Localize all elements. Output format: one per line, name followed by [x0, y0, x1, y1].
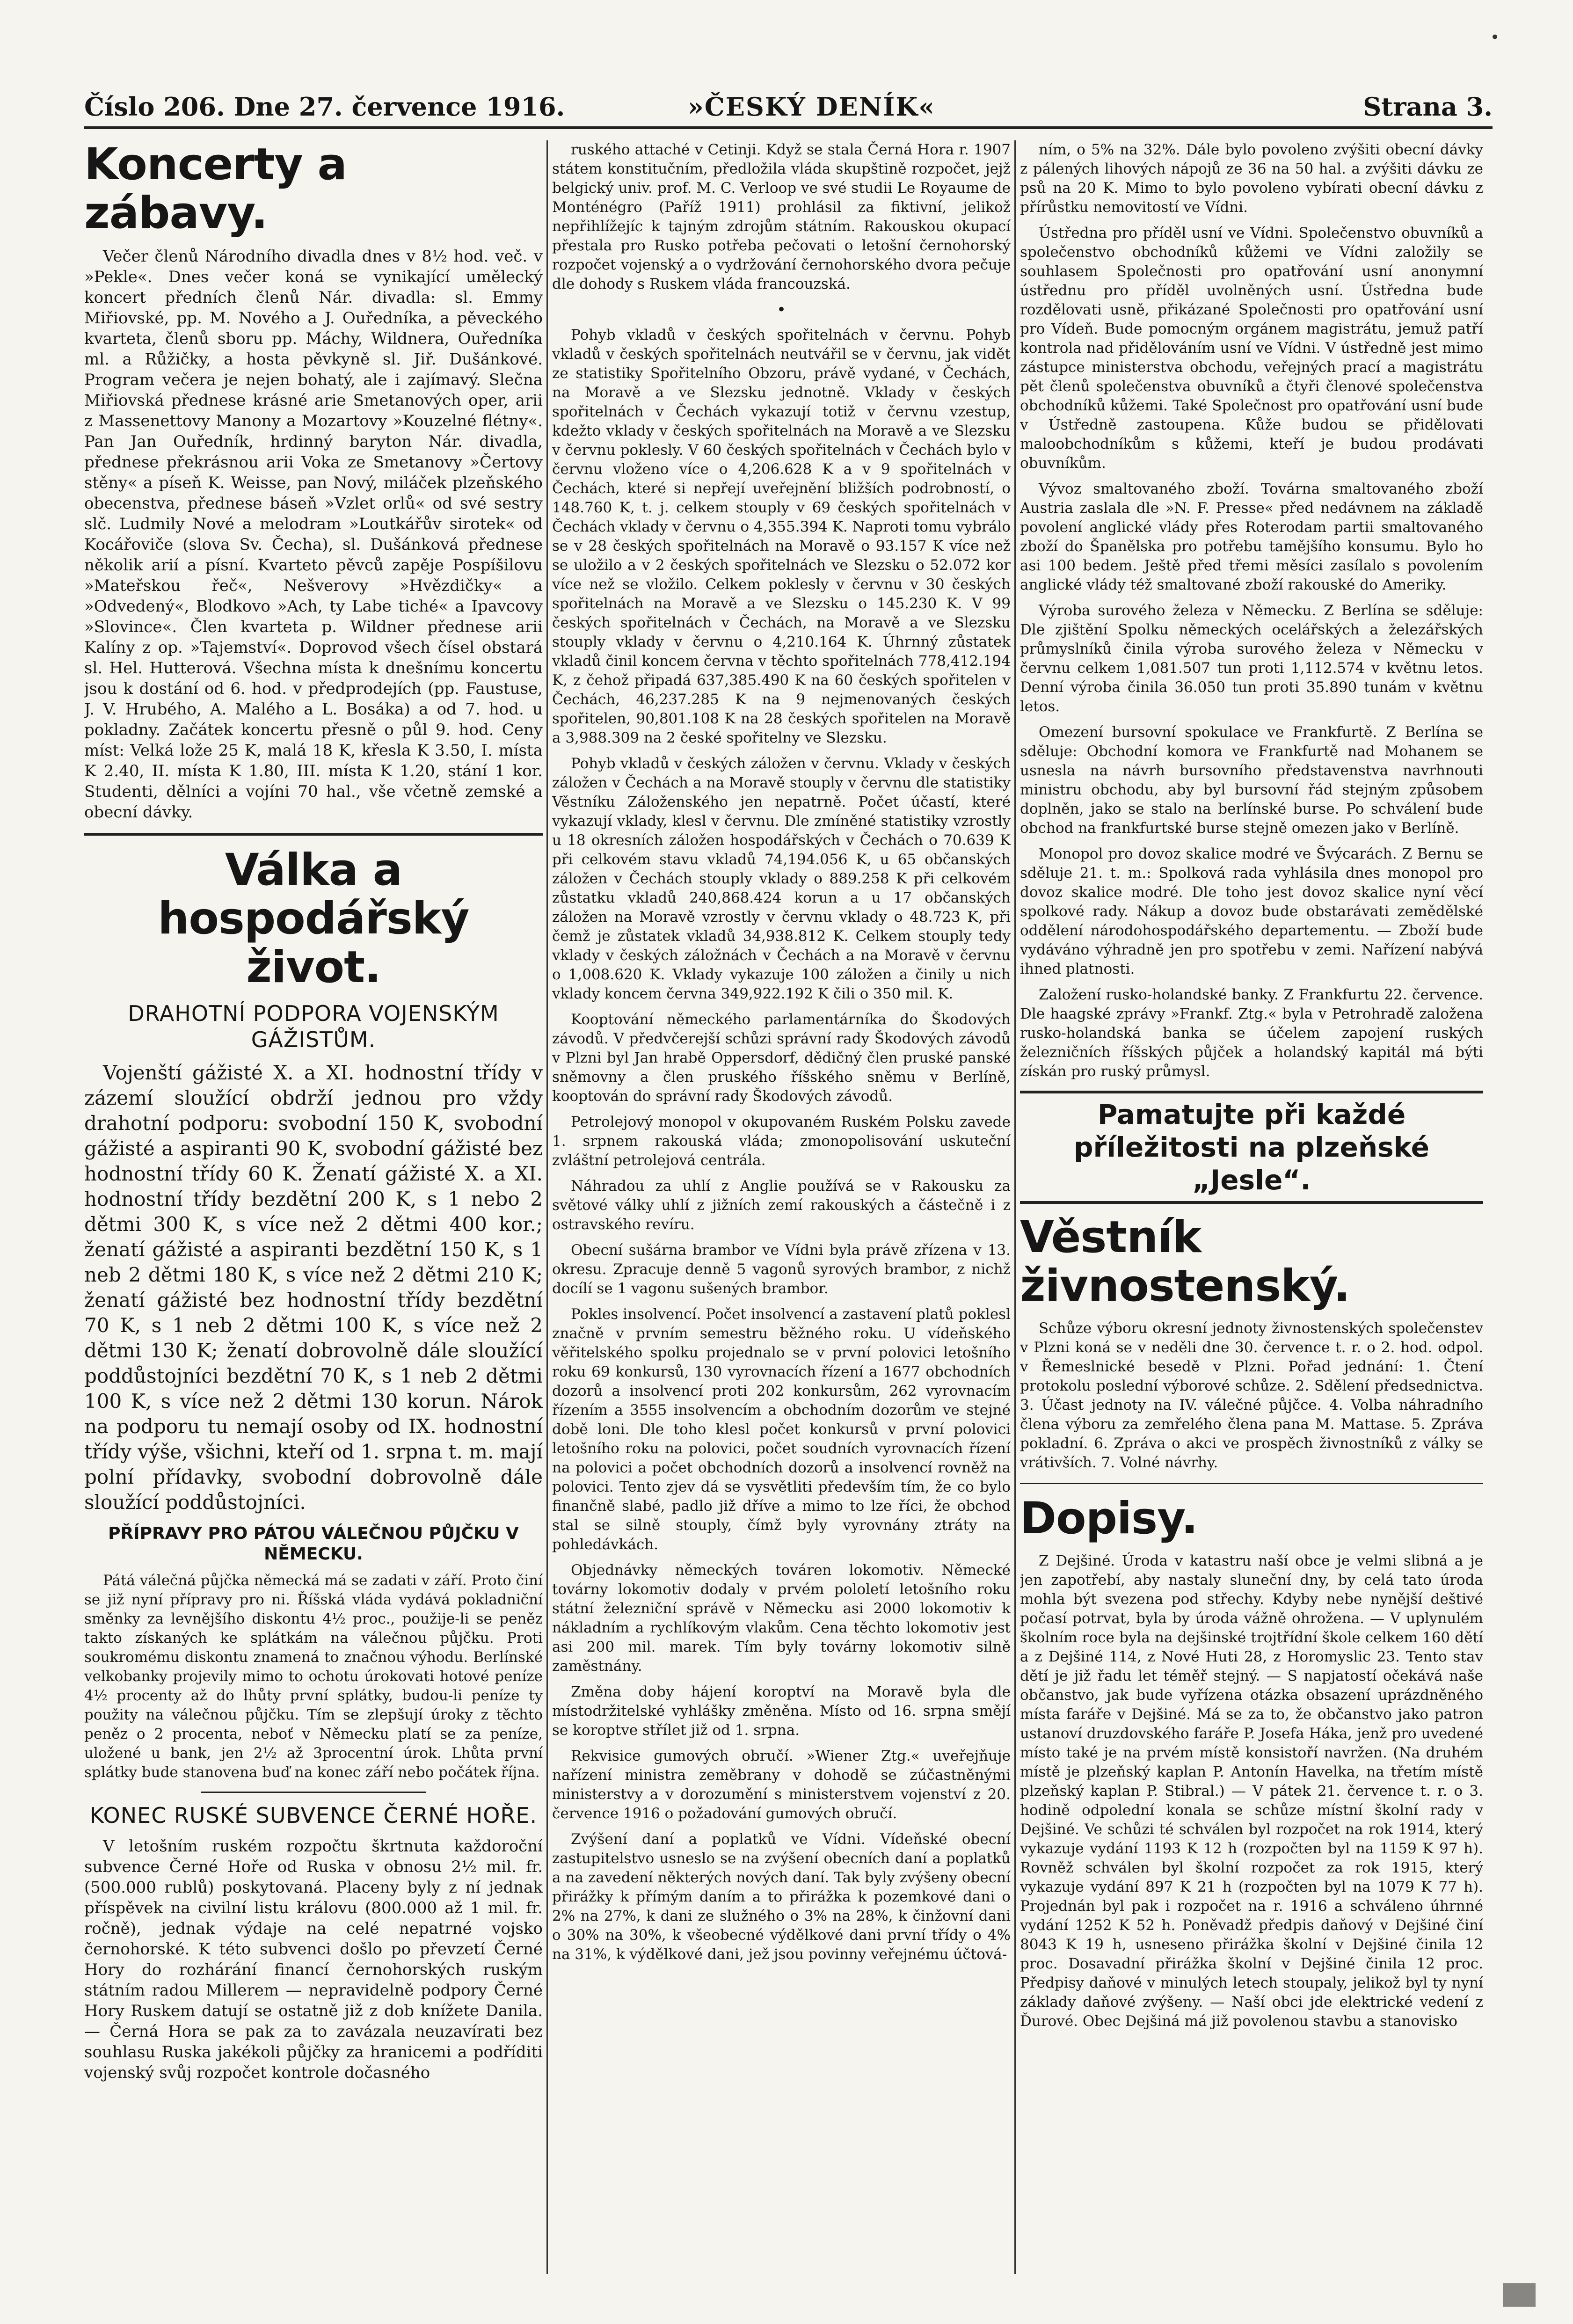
- article-rule: [201, 1792, 426, 1793]
- smalt-article: Vývoz smaltovaného zboží. Továrna smaltovaného zboží Austria zaslala dle »N. F. Presse« před nedávnem na základě povolení anglické vlády přes Roterodam partii smaltovaného zboží do Španělska pro potřebu tamějšího konsumu. Bylo ho asi 100 bedem. Ještě před třemi měsíci zasílalo s povolením anglické vlády též smaltované zboží rakouské do Ameriky.: [1020, 481, 1483, 593]
- valka-heading: Válka a hospodářský život.: [158, 845, 469, 993]
- petrolej-article: Petrolejový monopol v okupovaném Ruském Polsku zavede 1. srpnem rakouská vláda; zmonopolisování uskuteční zvláštní petrolejová centrála.: [552, 1114, 1011, 1169]
- zelezo-article: Výroba surového železa v Německu. Z Berlína se sděluje: Dle zjištění Spolku německých ocelářských a železářských průmyslníků činila výroba surového železa v Německu v červnu celkem 1,081.507 tun proti 1,112.574 v květnu letos. Denní výroba činila 36.050 tun proti 35.890 tunám v květnu letos.: [1020, 602, 1483, 715]
- koncerty-heading: Koncerty a zábavy.: [84, 140, 347, 239]
- dane-article: Zvýšení daní a poplatků ve Vídni. Vídeňské obecní zastupitelstvo usneslo se na zvýšení obecních daní a poplatků a na zavedení některých nových daní. Tak byly zvýšeny obecní přirážky k přímým daním a to přirážka k pozemkové dani o 2% na 27%, k dani ze služného o 3% na 28%, k činžovní dani o 30% na 30%, k všeobecné výdělkové dani první třídy o 4% na 31%, k výdělkové dani, jež jsou povinny veřejnému účtová-: [552, 1831, 1011, 1963]
- koncerty-article: Večer členů Národního divadla dnes v 8½ hod. več. v »Peklе«. Dnes večer koná se vynikající umělecký koncert předních členů Nár. divadla: sl. Emmy Miřiovské, pp. M. Nového a J. Ouředníka, a pěveckého kvarteta, členů sboru pp. Máchy, Wildnera, Ouředníka ml. a Růžičky, a hosta pěvkyně sl. Jiř. Dušánkové. Program večera je nejen bohatý, ale i zajímavý. Slečna Miřiovská přednese krásné arie Smetanových oper, arii z Massenettovy Manony a Mozartovy »Kouzelné flétny«. Pan Jan Ouředník, hrdinný baryton Nár. divadla, přednese překrásnou arii Voka ze Smetanovy »Čertovy stěny« a píseň K. Weisse, pan Nový, miláček plzeňského obecenstva, přednese báseň »Vzlet orlů« od své sestry slč. Ludmily Nové a melodram »Loutkářův sirotek« od Kocářoviče (slova Sv. Čecha), sl. Dušánková přednese několik arií a písní. Kvarteto pěvců zapěje Pospíšilovu »Mateřskou řeč«, Nešverovy »Hvězdičky« a »Odvedený«, Blodkovo »Ach, ty Labe tiché« a Ipavcovy »Slovince«. Člen kvarteta p. Wildner přednese arii Kalíny z op. »Tajemství«. Doprovod všech čísel obstará sl. Hel. Hutterová. Všechna místa k dnešnímu koncertu jsou k dostání od 6. hod. v předprodejích (pp. Faustuse, J. V. Hrubého, A. Malého a L. Bosáka) a od 7. hod. u pokladny. Začátek koncertu přesně o půl 9. hod. Ceny míst: Velká lože 25 K, malá 18 K, křesla K 3.50, I. místa K 2.40, II. místa K 1.80, III. místa K 1.20, stání 1 kor. Studenti, dělníci a vojíni 70 hal., vše včetně zemské a obecní dávky.: [84, 247, 543, 822]
- column-2: [552, 140, 1011, 1971]
- section-rule: [84, 833, 543, 836]
- uhli-article: Náhradou za uhlí z Anglie používá se v Rakousku za světové války uhlí z jižních zemí rakouských a částečně i z ostravského revíru.: [552, 1178, 1011, 1233]
- pujcka-article: Pátá válečná půjčka německá má se zadati v září. Proto činí se již nyní přípravy pro ni. Říšská vláda vydává pokladniční směnky za levnějšího diskontu 4½ proc., použije-li se peněz takto získaných ke splátkám na válečnou půjčku. Proti soukromému diskontu znamená to značnou výhodu. Berlínské velkobanky projevily mimo to ochotu úrokovati hotové peníze 4½ procenty až do lhůty první splátky, budou-li peníze ty použity na válečnou půjčku. Tím se zlepšují úroky z těchto peněz o 2 procenta, neboť v Německu platí se za peníze, uložené u bank, jen 2½ až 3procentní úrok. Lhůta první splátky bude stanovena buď na konec září nebo počátek října.: [84, 1572, 543, 1781]
- issue-date: Číslo 206. Dne 27. července 1916.: [84, 92, 565, 122]
- pohyb-zalozny-article: Pohyb vkladů v českých záložen v červnu. Vklady v českých záložen v Čechách a na Moravě stouply v červnu dle statistiky Věstníku Záloženského jen nepatrně. Počet účastí, které vykazují vklady, klesl v červnu. Dle zmíněné statistiky vzrostly u 18 okresních záložen hospodářských v Čechách o 70.639 K při celkovém stavu vkladů 74,194.056 K, u 65 občanských záložen v Čechách stouply vklady o 889.258 K při celkovém zůstatku vkladů 240,868.424 korun a u 17 občanských záložen na Moravě vzrostly v červnu vklady o 48.723 K, při čemž je zůstatek vkladů 34,938.812 K. Celkem stouply tedy vklady v českých záložnách v Čechách a na Moravě v červnu o 1,008.620 K. Vklady vykazuje 100 záložen a činily u nich vklady koncem června 349,922.192 K čili o 350 mil. K.: [552, 755, 1011, 1002]
- page-header: [84, 84, 1493, 129]
- page-number: Strana 3.: [1363, 92, 1493, 122]
- pohyb-sporitelny-article: Pohyb vkladů v českých spořitelnách v červnu. Pohyb vkladů v českých spořitelnách neutvářil se v červnu, jak vidět ze statistiky Spořitelního Obzoru, právě vydané, v Čechách, na Moravě a ve Slezsku jednotně. Vklady v českých spořitelnách v Čechách vykazují totiž v červnu vzestup, kdežto vklady v českých spořitelnách na Moravě a ve Slezsku v červnu poklesly. V 60 českých spořitelnách v Čechách bylo v červnu vloženo více o 4,206.628 K a v 9 spořitelnách v Čechách, které si nepřejí uveřejnění bližších podrobností, o 148.760 K, t. j. celkem stouply v 69 českých spořitelnách v Čechách vklady v červnu o 4,355.394 K. Naproti tomu vybrálo se v 28 českých spořitelnách na Moravě o 93.157 K více než se uložilo a v 2 českých spořitelnách ve Slezsku o 52.072 kor více než se vložilo. Celkem poklesly v červnu v 30 českých spořitelnách na Moravě a ve Slezsku o 145.230 K. V 99 českých spořitelnách v Čechách, na Moravě a ve Slezsku stouply vklady v červnu o 4,210.164 K. Úhrnný zůstatek vkladů činil koncem června v těchto spořitelnách 778,412.194 K, z čehož připadá 637,385.490 K na 60 českých spořitelen v Čechách, 46,237.285 K na 9 nejmenovaných českých spořitelen, 90,801.108 K na 28 českých spořitelen na Moravě a 3,988.309 na 2 české spořitelny ve Slezsku.: [552, 327, 1011, 746]
- drahotni-article: Vojenští gážisté X. a XI. hodnostní třídy v zázemí sloužící obdrží jednou pro vždy drahotní podporu: svobodní 150 K, svobodní gážisté a aspiranti 90 K, svobodní gážisté bez hodnostní třídy 60 K. Ženatí gážisté X. a XI. hodnostní třídy bezdětní 200 K, s 1 nebo 2 dětmi 300 K, s více než 2 dětmi 400 kor.; ženatí gážisté a aspiranti bezdětní 150 K, s 1 neb 2 dětmi 180 K, s více než 2 dětmi 210 K; ženatí gážisté bez hodnostní třídy bezdětní 70 K, s 1 neb 2 dětmi 100 K, s více než 2 dětmi 130 K; ženatí dobrovolně dále sloužící poddůstojníci bezdětní 70 K, s 1 neb 2 dětmi 100 K, s více než 2 dětmi 130 korun. Nárok na podporu tu nemají osoby od IX. hodnostní třídy výše, všichni, kteří od 1. srpna t. m. mají polní přídavky, svobodní dobrovolně dále sloužící poddůstojníci.: [84, 1061, 543, 1514]
- lokomotivy-article: Objednávky německých továren lokomotiv. Německé továrny lokomotiv dodaly v prvém pololetí letošního roku státní železniční správě v Německu asi 2000 lokomotiv k nákladním a rychlíkovým vlakům. Cena těchto lokomotiv jest asi 200 mil. marek. Tím byly továrny lokomotiv silně zaměstnány.: [552, 1562, 1011, 1675]
- usne-article: Ústředna pro příděl usní ve Vídni. Společenstvo obuvníků a společenstvo obchodníků kůžemi ve Vídni založily se souhlasem Společnosti pro opatřování usní anonymní ústřednu pro příděl uvolněných usní. Ústředna bude rozdělovati usně, přikázané Společnosti pro opatřování usní pro Vídeň. Bude pomocným orgánem magistrátu, jemuž patří kontrola nad přidělováním usní ve Vídni. V ústředně jest mimo zástupce ministerstva obchodu, veřejných prací a magistrátu pět členů společenstva obuvníků a čtyři členové společenstva obchodníků kůžemi. Také Společnost pro opatřování usní bude v Ústředně zastoupena. Kůže budou se přidělovati maloobchodníkům s kůžemi, kteří je budou prodávati obuvníkům.: [1020, 225, 1483, 472]
- drahotni-heading: DRAHOTNÍ PODPORA VOJENSKÝM GÁŽISTŮM.: [128, 1001, 499, 1052]
- monopol-article: Monopol pro dovoz skalice modré ve Švýcarách. Z Bernu se sděluje 21. t. m.: Spolková rada vyhlásila dnes monopol pro dovoz skalice modré. Dle toho jest dovoz skalice nyní věcí spolkové rady. Nákup a dovoz bude obstarávati zemědělské oddělení národohospodářského departementu. — Zboží bude vydáváno výhradně jen pro spotřebu v zemi. Nařízení nabývá ihned platnosti.: [1020, 845, 1483, 977]
- vestnik-article: Schůze výboru okresní jednoty živnostenských společenstev v Plzni koná se v neděli dne 30. července t. r. o 2. hod. odpol. v Řemeslnické besedě v Plzni. Pořad jednání: 1. Čtení protokolu poslední výborové schůze. 2. Sdělení předsednictva. 3. Účast jednoty na IV. válečné půjčce. 4. Volba náhradního člena výboru za zemřelého člena pana M. Mattase. 5. Zpráva pokladní. 6. Zpráva o akci ve prospěch živnostníků z války se vrátivších. 7. Volné návrhy.: [1020, 1320, 1483, 1471]
- section-rule: [1020, 1483, 1483, 1484]
- column-1: [84, 140, 543, 2090]
- corner-dot-icon: •: [1490, 28, 1500, 47]
- banka-article: Založení rusko-holandské banky. Z Frankfurtu 22. července. Dle haagské zprávy »Frankf. Ztg.« byla v Petrohradě založena rusko-holandská banka se účelem zapojení ruských železničních říšských půjček a holandský kapitál má býti získán pro ruský průmysl.: [1020, 986, 1483, 1080]
- obruce-article: Rekvisice gumových obručí. »Wiener Ztg.« uveřejňuje nařízení ministra zeměbrany v dohodě se zúčastněnými ministerstvy a v dorozumění s ministerstvem vojenství z 20. července 1916 o požadování gumových obručí.: [552, 1748, 1011, 1822]
- newspaper-name: »ČESKÝ DENÍK«: [688, 92, 936, 122]
- hora-article: V letošním ruském rozpočtu škrtnuta každoroční subvence Černé Hoře od Ruska v obnosu 2½ mil. fr. (500.000 rublů) poskytovaná. Placeny byly z ní jednak příspěvek na civilní listu královu (800.000 až 1 mil. fr. ročně), jednak výdaje na celé nepatrné vojsko černohorské. K této subvenci došlo po převzetí Černé Hory do rozhárání financí černohorských ruským státním radou Millerem — nepravidelně podpory Černé Hory Ruskem datují se ostatně již z dob knížete Danila. — Černá Hora se pak za to zavázala neuzavírati bez souhlasu Ruska jakékoli půjčky za hranicemi a podříditi vojenský svůj rozpočet kontrole dočasného: [84, 1837, 543, 2082]
- dane-continuation: ním, o 5% na 32%. Dále bylo povoleno zvýšiti obecní dávky z pálených lihových nápojů ze 36 na 50 hal. a zvýšiti dávku ze psů na 20 K. Mimo to bylo povoleno vybírati obecní dávku z přírůstku nemovitostí ve Vídni.: [1020, 141, 1483, 216]
- susarna-article: Obecní sušárna brambor ve Vídni byla právě zřízena v 13. okresu. Zpracuje denně 5 vagonů syrových brambor, z nichž docílí se 1 vagonu sušených brambor.: [552, 1242, 1011, 1297]
- burza-article: Omezení bursovní spokulace ve Frankfurtě. Z Berlína se sděluje: Obchodní komora ve Frankfurtě nad Mohanem se usnesla na návrh bursovního představenstva navrhnouti ministru obchodu, aby byl bursovní řád stejným způsobem doplněn, jako se stalo na berlínské burse. Po schválení bude obchod na frankfurtské burse stejně omezen jako v Berlíně.: [1020, 724, 1483, 837]
- dopisy-heading: Dopisy.: [1020, 1493, 1198, 1544]
- pujcka-heading: PŘÍPRAVY PRO PÁTOU VÁLEČNOU PŮJČKU V NĚMECKU.: [108, 1524, 519, 1564]
- column-divider: [1014, 140, 1016, 2274]
- column-divider: [546, 140, 548, 2274]
- column-3: [1020, 140, 1483, 2038]
- cerna-hora-continuation: ruského attaché v Cetinji. Když se stala Černá Hora r. 1907 státem konstitučním, předložila vláda skupštině rozpočet, jejž belgický univ. prof. M. C. Verloop ve své studii Le Royaume de Monténégro (Paříž 1911) prohlásil za fiktivní, jelikož nepřihlížejíc k tajným zdrojům státním. Rakouskou okupací přestala pro Rusko potřeba pečovati o letošní černohorský rozpočet vojenský a o vydržování černohorského dvora pečuje dle dohody s Ruskem vláda francouzská.: [552, 141, 1011, 292]
- dopisy-article: Z Dejšiné. Úroda v katastru naší obce je velmi slibná a je jen zapotřebí, aby nastaly sluneční dny, by celá tato úroda mohla být svezena pod střechy. Kdyby nebe nynější deštivé počasí potrvat, byla by úroda vážně ohrožena. — V uplynulém školním roce byla na dejšinské trojtřídní škole celkem 160 dětí a z Dejšiné 114, z Nové Huti 28, z Horomyslic 23. Tento stav dětí je již řadu let téměř stejný. — S napjatostí očekává naše občanstvo, jak bude vyřízena otázka obsazení uprázdněného místa faráře v Dejšiné. Má se za to, že občanstvo jako patron ustanoví druzdovského faráře P. Josefa Háka, jenž pro uvedené místo také je na prvém místě konsistoří navržen. (Na druhém místě je plzeňský kaplan P. Antonín Havelka, na třetím místě plzeňský kaplan P. Stibral.) — V pátek 21. července t. r. o 3. hodině odpolední konala se schůze místní školní rady v Dejšiné. Ve schůzi té schválen byl rozpočet na rok 1914, který vykazuje vydání 1193 K 12 h (rozpočten byl na 1159 K 97 h). Rovněž schválen byl školní rozpočet za rok 1915, který vykazuje vydání 897 K 21 h (rozpočten byl na 1079 K 77 h). Projednán byl pak i rozpočet na r. 1916 a schváleno úhrnné vydání 1252 K 52 h. Poněvadž předpis daňový v Dejšiné činí 8043 K 19 h, usneseno přirážka školní v Dejšiné činila 12 proc. Dosavadní přirážka školní v Dejšiné činila 12 proc. Předpisy daňové v minulých letech stoupaly, jelikož byl ty nyní základy daňové zvýšeny. — Naší obci jde elektrické vedení z Ďurové. Obec Dejšiná má již povolenou stavbu a stanovisko: [1020, 1552, 1483, 2030]
- vestnik-heading: Věstník živnostenský.: [1020, 1212, 1350, 1311]
- section-bullet: •: [776, 300, 786, 319]
- insolvence-article: Pokles insolvencí. Počet insolvencí a zastavení platů poklesl značně v prvním semestru běžného roku. U vídeňského věřitelského spolku projednalo se v první polovici letošního roku 69 konkursů, 130 vyrovnacích řízení a 1677 obchodních dozorů a insolvencí proti 202 konkursům, 262 vyrovnacím řízením a 3555 insolvencím a obchodním dozorům ve stejné době loni. Dle toho klesl počet konkursů v první polovici letošního roku na polovici, počet soudních vyrovnacích řízení na polovici a počet obchodních dozorů a insolvencí rovněž na polovici. Tento zjev dá se vysvětliti především tím, že co bylo finančně slabé, padlo již dříve a mimo to lze říci, že obchod stal se silně stouply, čímž byly vyrovnány ztráty na pohledávkách.: [552, 1306, 1011, 1553]
- koroptve-article: Změna doby hájení koroptví na Moravě byla dle místodržitelské vyhlášky změněna. Místo od 16. srpna smějí se koroptve střílet již od 1. srpna.: [552, 1683, 1011, 1739]
- hora-heading: KONEC RUSKÉ SUBVENCE ČERNÉ HOŘE.: [89, 1803, 538, 1828]
- jesle-banner: Pamatujte při každé příležitosti na plzeňské „Jesle“.: [1020, 1091, 1483, 1204]
- scan-mark-icon: [1503, 2283, 1536, 2307]
- kooptovani-article: Kooptování německého parlamentárníka do Škodových závodů. V předvčerejší schůzi správní rady Škodových závodů v Plzni byl Jan hrabě Oppersdorf, dědičný člen pruské panské sněmovny a člen pruského říšského sněmu v Berlíně, kooptován do správní rady Škodových závodů.: [552, 1011, 1011, 1105]
